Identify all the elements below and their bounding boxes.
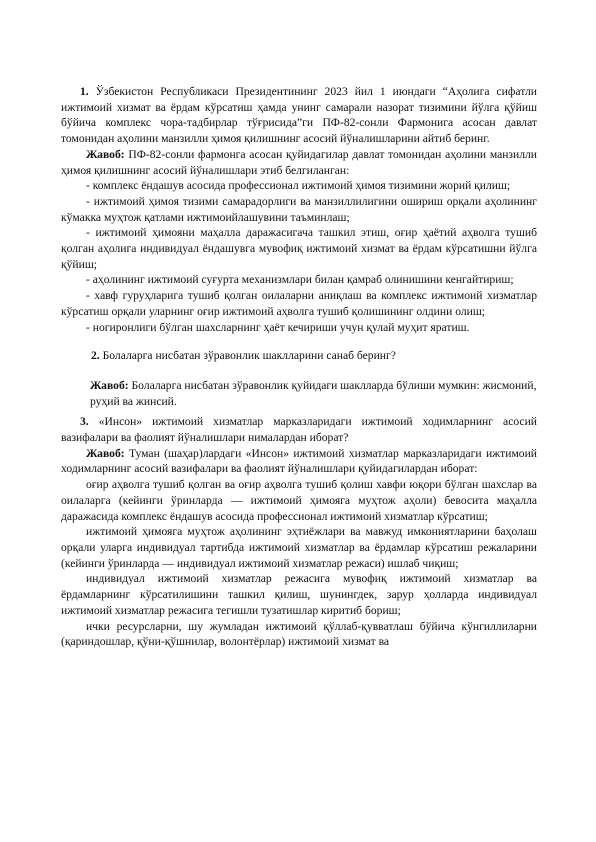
- question-2-number: 2.: [91, 349, 100, 363]
- answer-1-item: - комплекс ёндашув асосида профессионал ижтимоий ҳимоя тизимини жорий қилиш;: [86, 179, 511, 193]
- question-3-text: «Инсон» ижтимоий хизматлар марказларидаги ижтимоий ходимларнинг асосий вазифалари ва фаолият йўналишлари нималардан иборат?: [61, 415, 537, 445]
- question-1-text: Ўзбекистон Республикаси Президентининг 2023 йил 1 июндаги “Аҳолига сифатли ижтимоий хизмат ва ёрдам кўрсатиш ҳамда унинг самарали назорат тизимини йўлга қўйиш бўйича комплекс чора-тадбирлар тўғрисида”ги ПФ-82-сонли Фармонига асосан давлат томонидан аҳолини манзилли ҳимоя қилишнинг асосий йўналишларини айтиб беринг.: [61, 85, 537, 146]
- answer-2: [61, 378, 537, 409]
- question-1-number: 1.: [80, 85, 89, 98]
- question-3: [61, 414, 537, 445]
- answer-3-item: индивидуал ижтимоий хизматлар режасига мувофиқ ижтимоий хизматлар ва ёрдамларнинг кўрсатилишини ташкил қилиш, шунингдек, зарур ҳолларда индивидуал ижтимоий хизматлар режасига тегишли тузатишлар киритиб бориш;: [61, 572, 537, 617]
- question-2-text: Болаларга нисбатан зўравонлик шаклларини санаб беринг?: [102, 349, 396, 363]
- answer-1-item: - аҳолининг ижтимоий суғурта механизмлари билан қамраб олинишини кенгайтириш;: [86, 273, 514, 287]
- question-1: [61, 84, 537, 147]
- answer-3-intro-text: Туман (шаҳар)лардаги «Инсон» ижтимоий хизматлар марказларидаги ижтимоий ходимларнинг асосий вазифалари ва фаолият йўналишлари қуйидагилардан иборат:: [61, 446, 537, 476]
- answer-2-label: Жавоб:: [90, 378, 129, 392]
- answer-1-label: Жавоб:: [86, 147, 125, 161]
- answer-3-item: ижтимоий ҳимояга муҳтож аҳолининг эҳтиёжлари ва мавжуд имкониятларини баҳолаш орқали уларга индивидуал тартибда ижтимоий хизматлар ва ёрдамлар кўрсатиш режаларини (кейинги ўринларда — индивидуал ижтимоий хизматлар режаси) ишлаб чиқиш;: [61, 525, 537, 570]
- answer-1-item: - ижтимоий ҳимояни маҳалла даражасигача ташкил этиш, оғир ҳаётий аҳволга тушиб қолган аҳолига индивидуал ёндашувга мувофиқ ижтимоий хизмат ва ёрдам кўрсатишни йўлга қўйиш;: [61, 226, 537, 271]
- answer-1-item: - ногиронлиги бўлган шахсларнинг ҳаёт кечириши учун қулай муҳит яратиш.: [86, 320, 470, 334]
- document-body: [61, 84, 537, 650]
- answer-3-item: оғир аҳволга тушиб қолган ва оғир аҳволга тушиб қолиш хавфи юқори бўлган шахслар ва оилаларга (кейинги ўринларда — ижтимоий ҳимояга муҳтож аҳоли) бевосита маҳалла даражасида комплекс ёндашув асосида профессионал ижтимоий хизматлар кўрсатиш;: [61, 478, 537, 523]
- answer-3-label: Жавоб:: [86, 446, 125, 460]
- answer-1-item: - ижтимоий ҳимоя тизими самарадорлиги ва манзиллилигини ошириш орқали аҳолининг кўмакка муҳтож қатлами ижтимоийлашувини таъминлаш;: [61, 194, 537, 224]
- answer-3-item: ички ресурсларни, шу жумладан ижтимоий қўллаб-қувватлаш бўйича кўнгиллиларни (қариндошлар, қўни-қўшнилар, волонтёрлар) ижтимоий хизмат ва: [61, 619, 537, 649]
- answer-2-text: Болаларга нисбатан зўравонлик қуйидаги шаклларда бўлиши мумкин: жисмоний, руҳий ва жинсий.: [90, 378, 537, 408]
- answer-1-intro-text: ПФ-82-сонли фармонга асосан қуйидагилар давлат томонидан аҳолини манзилли ҳимоя қилишнинг асосий йўналишлари этиб белгиланган:: [61, 147, 537, 177]
- answer-1-intro: [61, 147, 537, 178]
- answer-3-intro: [61, 446, 537, 477]
- question-3-number: 3.: [80, 415, 89, 429]
- question-2: [61, 348, 537, 364]
- answer-1-item: - хавф гуруҳларига тушиб қолган оилаларни аниқлаш ва комплекс ижтимоий хизматлар кўрсатиш орқали уларнинг оғир ижтимоий аҳволга тушиб қолишининг олдини олиш;: [61, 289, 537, 318]
